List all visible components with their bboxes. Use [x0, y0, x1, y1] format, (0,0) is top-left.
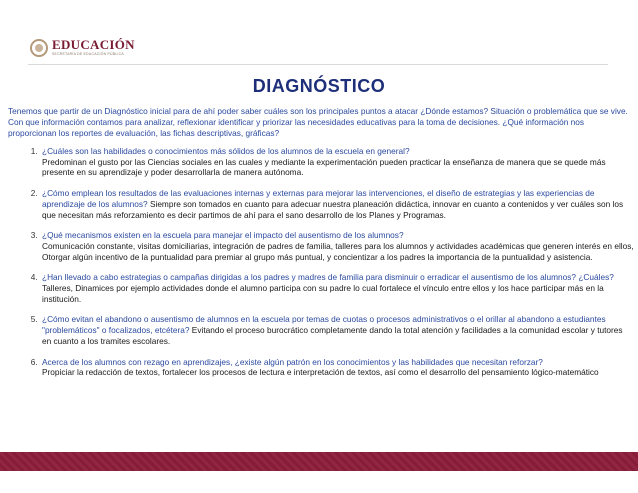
top-bar [0, 0, 638, 20]
brand-text [52, 38, 135, 57]
answer-text: Propiciar la redacción de textos, fortalecer los procesos de lectura e interpretación de textos, así como el desarrollo del pensamiento lógico-matemático [42, 367, 599, 378]
seal-icon [30, 39, 48, 57]
header-divider [28, 64, 608, 65]
list-item [40, 188, 634, 220]
question-text: ¿Cómo emplean los resultados de las evaluaciones internas y externas para mejorar las intervenciones, el diseño de estrategias y las experiencias de aprendizaje de los alumnos? [42, 188, 595, 209]
question-text: ¿Cuáles son las habilidades o conocimientos más sólidos de los alumnos de la escuela en general? [42, 146, 410, 156]
intro-paragraph: Tenemos que partir de un Diagnóstico inicial para de ahí poder saber cuáles son los principales puntos a atacar ¿Dónde estamos? Situación o problemática que se vive. Con que información contamos para analizar, reflexionar identificar y priorizar las necesidades educativas para la toma de decisiones. ¿Qué información nos proporcionan los reportes de evaluación, las fichas descriptivas, gráficas? [8, 106, 628, 138]
answer-text: Predominan el gusto por las Ciencias sociales en las cuales y mediante la experimentación pueden practicar la enseñanza de manera que se quede más presente en su aprendizaje y poder desarrollarla de manera autónoma. [42, 156, 606, 178]
list-item [40, 272, 634, 304]
footer-band [0, 452, 638, 471]
list-item [40, 357, 634, 378]
answer-text: Talleres, Dinamices por ejemplo actividades donde el alumno participa con su padre lo cual fortalece el vínculo entre ellos y los hace participar más en la institución. [42, 283, 604, 304]
list-item [40, 314, 634, 346]
brand-name: EDUCACIÓN [52, 37, 135, 52]
answer-text: Siempre son tomados en cuanto para adecuar nuestra planeación didáctica, innovar en cuanto a contenidos y ver cuáles son los que necesitan más reforzamiento es decir partimos de ahí para el sano desarrollo de los Planes y Programas. [42, 198, 624, 220]
question-text: ¿Cómo evitan el abandono o ausentismo de alumnos en la escuela por temas de cuotas o procesos administrativos o el orillar al abandono a estudiantes "problemáticos" o focalizados, etcétera? [42, 314, 606, 336]
answer-text: Comunicación constante, visitas domiciliarias, integración de padres de familia, talleres para los alumnos y actividades académicas que generen interés en ellos, Otorgar algún incentivo de la puntualidad para premiar al grupo más puntual, y concientizar a los padres la importancia de la puntualidad y asistencia. [42, 240, 634, 262]
question-text: Acerca de los alumnos con rezago en aprendizajes, ¿existe algún patrón en los conocimientos y las habilidades que necesitan reforzar? [42, 356, 543, 367]
answer-text: Evitando el proceso burocrático completamente dando la total atención y facilidades a la comunidad escolar y tutores en cuanto a los tramites escolares. [42, 325, 623, 346]
list-item [40, 146, 634, 178]
question-text: ¿Qué mecanismos existen en la escuela para manejar el impacto del ausentismo de los alumnos? [42, 230, 404, 241]
list-item [40, 230, 634, 262]
question-list [20, 146, 634, 388]
question-text: ¿Han llevado a cabo estrategias o campañas dirigidas a los padres y madres de familia para disminuir o erradicar el ausentismo de los alumnos? ¿Cuáles? [42, 272, 614, 283]
header-logo [30, 38, 135, 57]
footer-pattern [0, 452, 638, 471]
page-title: DIAGNÓSTICO [252, 76, 386, 96]
brand-subtitle: SECRETARÍA DE EDUCACIÓN PÚBLICA [52, 52, 124, 56]
